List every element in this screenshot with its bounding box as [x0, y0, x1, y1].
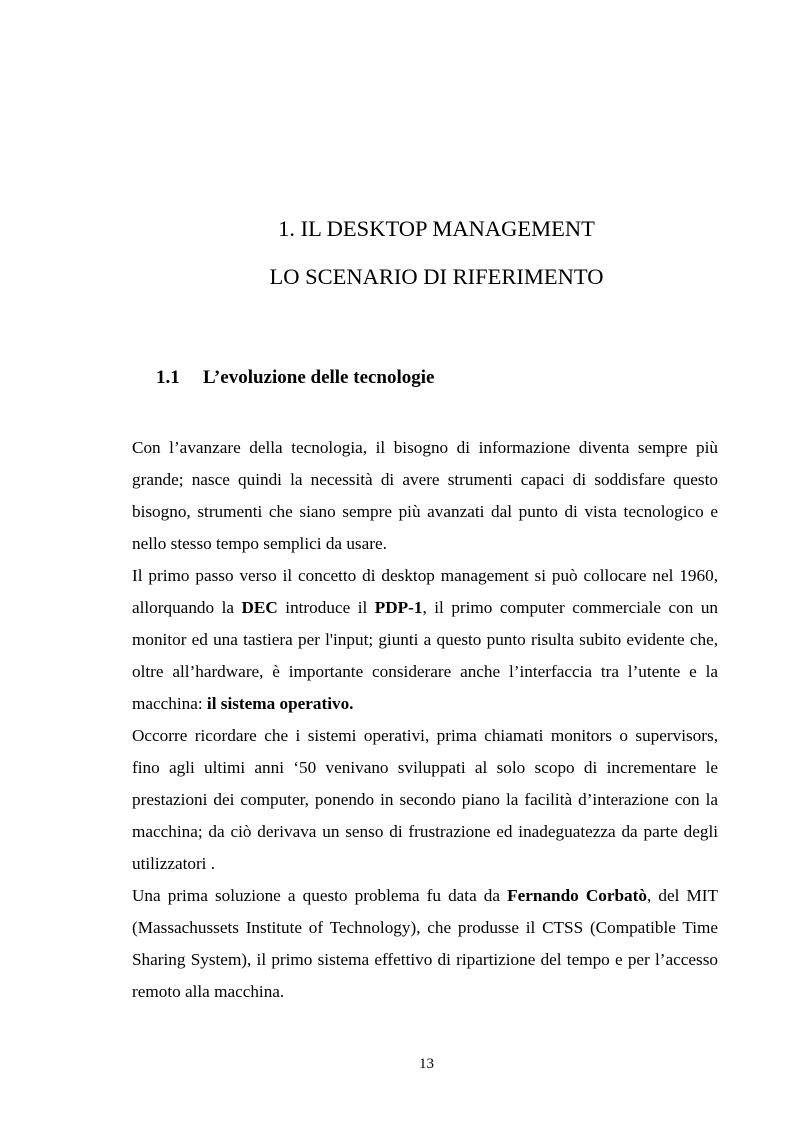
- section-number: 1.1: [156, 367, 180, 388]
- bold-dec: DEC: [241, 598, 278, 617]
- bold-pdp1: PDP-1: [374, 598, 423, 617]
- paragraph-2-text-2: introduce il: [277, 598, 375, 617]
- paragraph-2: [132, 560, 718, 720]
- paragraph-2-text-3: , il primo computer commerciale con un monitor ed una tastiera per l'input; giunti a questo punto risulta subito evidente che, oltre all’hardware, è importante considerare anche l’interfaccia tra l’utente e la macchina:: [132, 598, 719, 713]
- chapter-title-line-1: 1. IL DESKTOP MANAGEMENT: [278, 216, 595, 241]
- paragraph-3: Occorre ricordare che i sistemi operativi, prima chiamati monitors o supervisors, fino agli ultimi anni ‘50 venivano sviluppati al solo scopo di incrementare le prestazioni dei computer, ponendo in secondo piano la facilità d’interazione con la macchina; da ciò derivava un senso di frustrazione ed inadeguatezza da parte degli utilizzatori .: [132, 726, 718, 873]
- paragraph-4-text-2: , del MIT (Massachussets Institute of Technology), che produsse il CTSS (Compatible Time Sharing System), il primo sistema effettivo di ripartizione del tempo e per l’accesso remoto alla macchina.: [132, 886, 718, 1001]
- paragraph-4-text-1: Una prima soluzione a questo problema fu data da: [132, 886, 508, 905]
- paragraph-1: Con l’avanzare della tecnologia, il bisogno di informazione diventa sempre più grande; nasce quindi la necessità di avere strumenti capaci di soddisfare questo bisogno, strumenti che siano sempre più avanzati dal punto di vista tecnologico e nello stesso tempo semplici da usare.: [132, 438, 718, 553]
- bold-corbato: Fernando Corbatò: [507, 886, 647, 905]
- body-text: [132, 432, 718, 1008]
- chapter-title: [0, 205, 793, 301]
- chapter-title-line-2: LO SCENARIO DI RIFERIMENTO: [269, 264, 604, 289]
- paragraph-4: [132, 880, 718, 1008]
- section-heading: [156, 367, 435, 389]
- bold-operating-system: il sistema operativo.: [206, 694, 354, 713]
- paragraph-2-text-1: Il primo passo verso il concetto di desktop management si può collocare nel 1960, allorquando la: [132, 566, 718, 617]
- section-title: L’evoluzione delle tecnologie: [203, 367, 435, 388]
- page-number: 13: [419, 1056, 434, 1072]
